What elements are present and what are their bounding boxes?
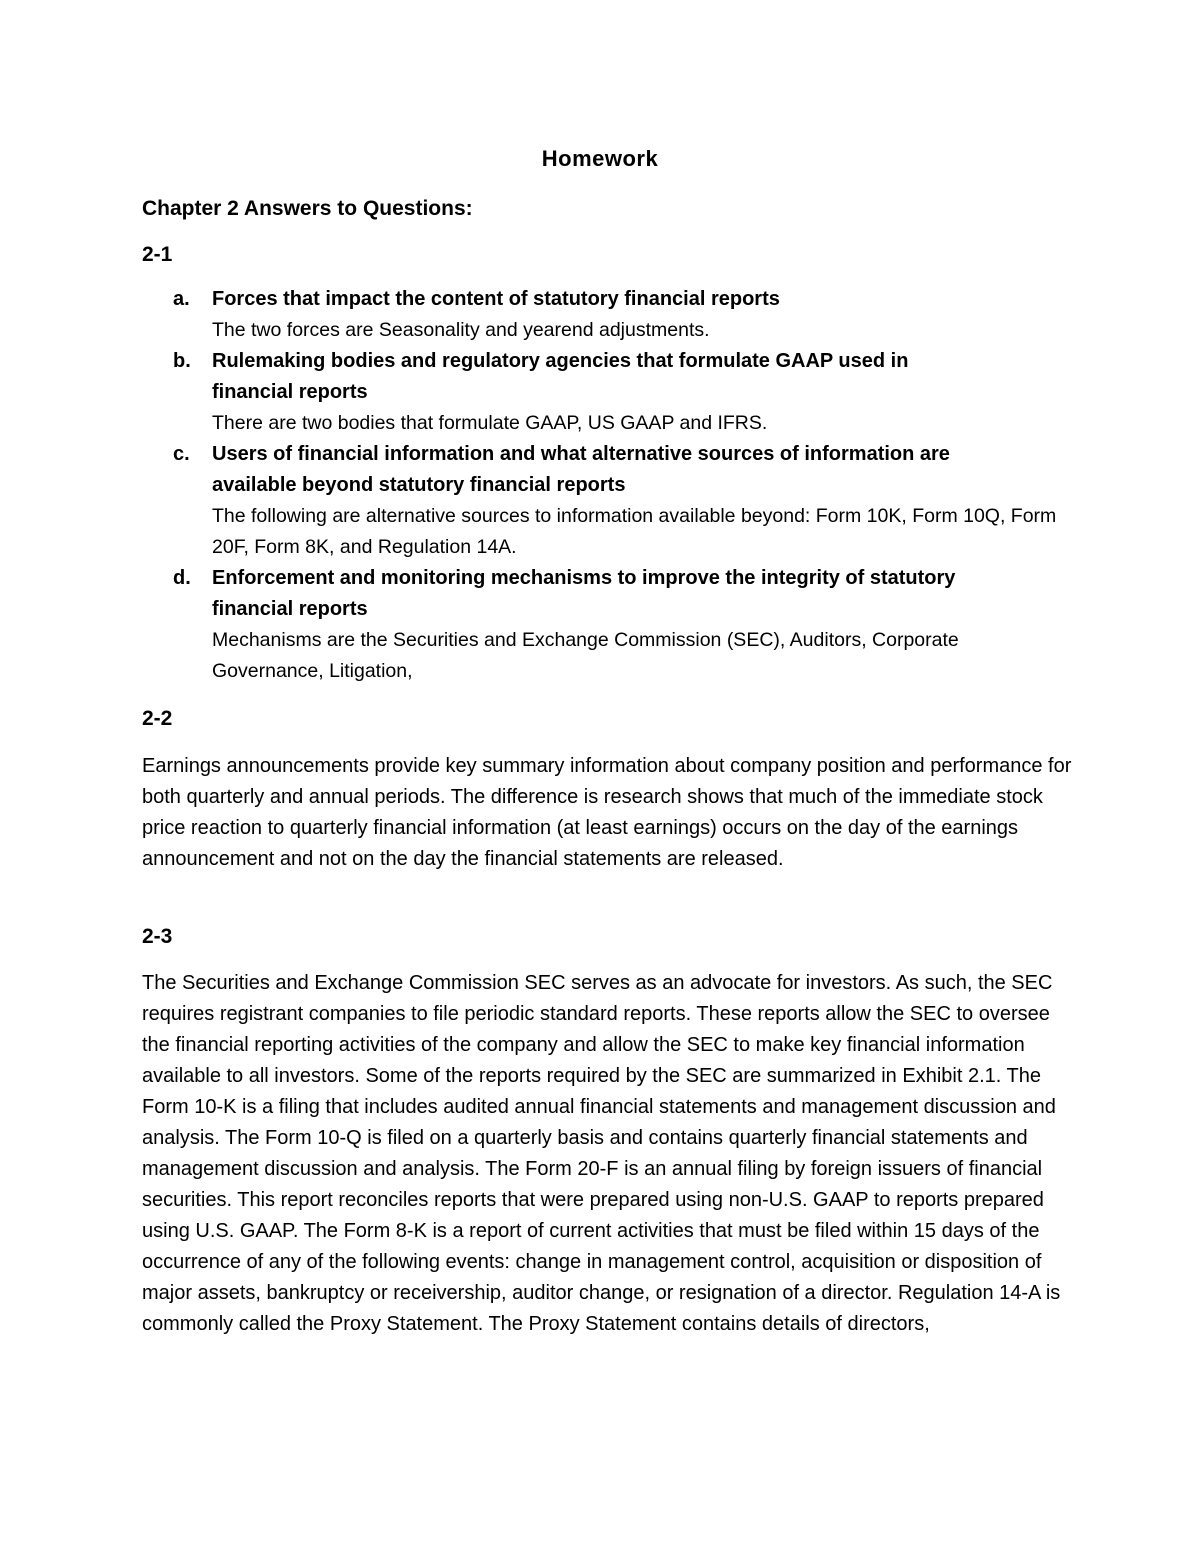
list-item [142, 563, 1062, 687]
answer-paragraph-2-2: Earnings announcements provide key summary information about company position and performance for both quarterly and annual periods. The difference is research shows that much of the immediate stock price reaction to quarterly financial information (at least earnings) occurs on the day of the earnings announcement and not on the day the financial statements are released. [142, 755, 1072, 870]
answer-paragraph-2-3: The Securities and Exchange Commission SEC serves as an advocate for investors. As such, the SEC requires registrant companies to file periodic standard reports. These reports allow the SEC to oversee the financial reporting activities of the company and allow the SEC to make key financial information available to all investors. Some of the reports required by the SEC are summarized in Exhibit 2.1. The Form 10-K is a filing that includes audited annual financial statements and management discussion and analysis. The Form 10-Q is filed on a quarterly basis and contains quarterly financial statements and management discussion and analysis. The Form 20-F is an annual filing by foreign issuers of financial securities. This report reconciles reports that were prepared using non-U.S. GAAP to reports prepared using U.S. GAAP. The Form 8-K is a report of current activities that must be filed within 15 days of the occurrence of any of the following events: change in management control, acquisition or disposition of major assets, bankruptcy or receivership, auditor change, or resignation of a director. Regulation 14-A is commonly called the Proxy Statement. The Proxy Statement contains details of directors, [142, 972, 1061, 1335]
list-marker: c. [173, 443, 190, 465]
list-marker: a. [173, 288, 190, 310]
sub-question: Rulemaking bodies and regulatory agencies that formulate GAAP used in financial reports [212, 350, 909, 403]
question-2-1-list [142, 284, 1062, 687]
list-item [142, 284, 1062, 346]
list-marker: d. [173, 567, 191, 589]
list-item [142, 346, 1062, 439]
question-number-2-1: 2-1 [142, 243, 173, 266]
sub-answer: There are two bodies that formulate GAAP, US GAAP and IFRS. [212, 412, 768, 434]
sub-answer: The two forces are Seasonality and yearend adjustments. [212, 319, 710, 341]
list-marker: b. [173, 350, 191, 372]
sub-question: Forces that impact the content of statutory financial reports [212, 288, 780, 310]
sub-question: Users of financial information and what alternative sources of information are available beyond statutory financial reports [212, 443, 950, 496]
chapter-heading: Chapter 2 Answers to Questions: [142, 197, 473, 220]
question-number-2-3: 2-3 [142, 925, 173, 948]
sub-question: Enforcement and monitoring mechanisms to improve the integrity of statutory financial reports [212, 567, 956, 620]
sub-answer: The following are alternative sources to information available beyond: Form 10K, Form 10Q, Form 20F, Form 8K, and Regulation 14A. [212, 505, 1057, 558]
document-title: Homework [541, 146, 659, 171]
list-item [142, 439, 1062, 563]
question-number-2-2: 2-2 [142, 707, 173, 730]
sub-answer: Mechanisms are the Securities and Exchange Commission (SEC), Auditors, Corporate Governance, Litigation, [212, 629, 959, 682]
